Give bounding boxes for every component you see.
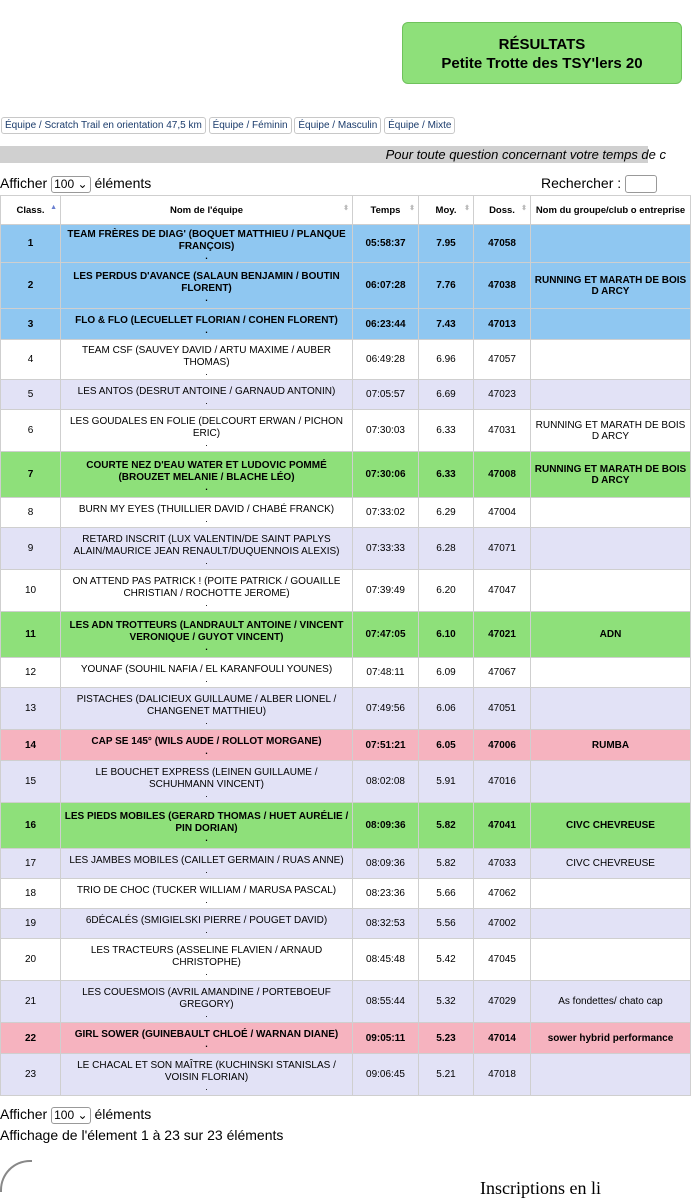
sort-icon: ⬍ bbox=[464, 205, 470, 212]
time-cell: 07:30:03 bbox=[353, 410, 419, 452]
club-cell: CIVC CHEVREUSE bbox=[531, 849, 691, 879]
col-club[interactable]: Nom du groupe/club o entreprise bbox=[531, 196, 691, 225]
search-input[interactable] bbox=[625, 175, 657, 193]
placeholder-dot: . bbox=[205, 894, 208, 905]
team-name-cell bbox=[61, 849, 353, 879]
team-name: LES ADN TROTTEURS (LANDRAULT ANTOINE / VINCENT VERONIQUE / GUYOT VINCENT) bbox=[69, 619, 344, 643]
placeholder-dot: . bbox=[205, 481, 208, 492]
rank-cell: 4 bbox=[1, 340, 61, 380]
time-cell: 06:07:28 bbox=[353, 263, 419, 309]
club-cell bbox=[531, 570, 691, 612]
time-cell: 08:55:44 bbox=[353, 981, 419, 1023]
table-row[interactable] bbox=[1, 658, 691, 688]
time-cell: 06:23:44 bbox=[353, 309, 419, 340]
team-name-cell bbox=[61, 1023, 353, 1054]
table-row[interactable] bbox=[1, 309, 691, 340]
notice-banner bbox=[0, 146, 666, 163]
team-name: BURN MY EYES (THUILLIER DAVID / CHABÉ FRANCK) bbox=[78, 503, 335, 515]
time-cell: 05:58:37 bbox=[353, 225, 419, 263]
team-name: LE BOUCHET EXPRESS (LEINEN GUILLAUME / SCHUHMANN VINCENT) bbox=[95, 766, 318, 790]
placeholder-dot: . bbox=[205, 555, 208, 566]
sort-icon: ⬍ bbox=[343, 205, 349, 212]
placeholder-dot: . bbox=[205, 1039, 208, 1049]
bib-cell: 47062 bbox=[474, 879, 531, 909]
average-cell: 6.05 bbox=[419, 730, 474, 761]
sort-icon: ⬍ bbox=[409, 205, 415, 212]
time-cell: 08:09:36 bbox=[353, 803, 419, 849]
show-label: Afficher bbox=[0, 1106, 48, 1122]
table-row[interactable] bbox=[1, 1054, 691, 1096]
bib-cell: 47008 bbox=[474, 452, 531, 498]
club-cell bbox=[531, 1054, 691, 1096]
average-cell: 5.66 bbox=[419, 879, 474, 909]
team-name-cell bbox=[61, 410, 353, 452]
club-cell: As fondettes/ chato cap bbox=[531, 981, 691, 1023]
team-name: LES GOUDALES EN FOLIE (DELCOURT ERWAN / PICHON ERIC) bbox=[69, 415, 344, 439]
rank-cell: 1 bbox=[1, 225, 61, 263]
time-cell: 07:33:33 bbox=[353, 528, 419, 570]
table-row[interactable] bbox=[1, 410, 691, 452]
club-cell bbox=[531, 528, 691, 570]
bib-cell: 47033 bbox=[474, 849, 531, 879]
average-cell: 7.76 bbox=[419, 263, 474, 309]
average-cell: 6.20 bbox=[419, 570, 474, 612]
time-cell: 07:48:11 bbox=[353, 658, 419, 688]
bib-cell: 47029 bbox=[474, 981, 531, 1023]
sort-icon: ⬍ bbox=[521, 205, 527, 212]
club-cell bbox=[531, 498, 691, 528]
team-name-cell bbox=[61, 612, 353, 658]
time-cell: 08:02:08 bbox=[353, 761, 419, 803]
bib-cell: 47006 bbox=[474, 730, 531, 761]
team-name-cell bbox=[61, 1054, 353, 1096]
average-cell: 6.33 bbox=[419, 410, 474, 452]
average-cell: 5.56 bbox=[419, 909, 474, 939]
team-name: LES JAMBES MOBILES (CAILLET GERMAIN / RUAS ANNE) bbox=[69, 854, 344, 866]
time-cell: 09:06:45 bbox=[353, 1054, 419, 1096]
average-cell: 6.96 bbox=[419, 340, 474, 380]
club-cell bbox=[531, 380, 691, 410]
category-tabs bbox=[1, 117, 455, 134]
team-name: CAP SE 145° (WILS AUDE / ROLLOT MORGANE) bbox=[91, 736, 322, 747]
search-control bbox=[541, 175, 657, 193]
time-cell: 07:47:05 bbox=[353, 612, 419, 658]
table-row[interactable] bbox=[1, 1023, 691, 1054]
table-row[interactable] bbox=[1, 939, 691, 981]
page-length-value: 100 bbox=[54, 177, 75, 191]
club-cell: RUNNING ET MARATH DE BOIS D ARCY bbox=[531, 452, 691, 498]
logo-fragment bbox=[0, 1160, 32, 1192]
table-row[interactable] bbox=[1, 803, 691, 849]
time-cell: 07:05:57 bbox=[353, 380, 419, 410]
time-cell: 07:39:49 bbox=[353, 570, 419, 612]
col-rank[interactable]: Class. ▲ bbox=[1, 196, 61, 225]
table-row[interactable] bbox=[1, 225, 691, 263]
rank-cell: 16 bbox=[1, 803, 61, 849]
average-cell: 5.82 bbox=[419, 849, 474, 879]
time-cell: 08:09:36 bbox=[353, 849, 419, 879]
placeholder-dot: . bbox=[205, 395, 208, 406]
placeholder-dot: . bbox=[205, 325, 208, 335]
team-name-cell bbox=[61, 452, 353, 498]
team-name: LES TRACTEURS (ASSELINE FLAVIEN / ARNAUD CHRISTOPHE) bbox=[90, 944, 323, 968]
table-row[interactable] bbox=[1, 570, 691, 612]
time-cell: 06:49:28 bbox=[353, 340, 419, 380]
placeholder-dot: . bbox=[205, 437, 208, 448]
table-row[interactable] bbox=[1, 981, 691, 1023]
team-name-cell bbox=[61, 761, 353, 803]
average-cell: 5.32 bbox=[419, 981, 474, 1023]
average-cell: 6.69 bbox=[419, 380, 474, 410]
placeholder-dot: . bbox=[205, 715, 208, 726]
average-cell: 5.82 bbox=[419, 803, 474, 849]
bib-cell: 47041 bbox=[474, 803, 531, 849]
rank-cell: 13 bbox=[1, 688, 61, 730]
table-row[interactable] bbox=[1, 498, 691, 528]
bib-cell: 47051 bbox=[474, 688, 531, 730]
chevron-down-icon: ⌄ bbox=[77, 1108, 88, 1122]
team-name: PISTACHES (DALICIEUX GUILLAUME / ALBER LIONEL / CHANGENET MATTHIEU) bbox=[76, 693, 337, 717]
team-name: YOUNAF (SOUHIL NAFIA / EL KARANFOULI YOUNES) bbox=[80, 663, 333, 675]
tab-masculin[interactable]: Équipe / Masculin bbox=[294, 117, 381, 134]
bib-cell: 47023 bbox=[474, 380, 531, 410]
team-name-cell bbox=[61, 879, 353, 909]
placeholder-dot: . bbox=[205, 673, 208, 684]
rank-cell: 21 bbox=[1, 981, 61, 1023]
team-name: LES ANTOS (DESRUT ANTOINE / GARNAUD ANTONIN) bbox=[77, 385, 336, 397]
rank-cell: 11 bbox=[1, 612, 61, 658]
team-name-cell bbox=[61, 658, 353, 688]
time-cell: 08:32:53 bbox=[353, 909, 419, 939]
club-cell: sower hybrid performance bbox=[531, 1023, 691, 1054]
average-cell: 5.42 bbox=[419, 939, 474, 981]
time-cell: 07:33:02 bbox=[353, 498, 419, 528]
team-name: RETARD INSCRIT (LUX VALENTIN/DE SAINT PAPLYS ALAIN/MAURICE JEAN RENAULT/DUQUENNOIS ALEXIS) bbox=[73, 533, 340, 557]
team-name: COURTE NEZ D'EAU WATER ET LUDOVIC POMMÉ (BROUZET MELANIE / BLACHE LÉO) bbox=[86, 459, 327, 483]
average-cell: 6.33 bbox=[419, 452, 474, 498]
col-time[interactable]: Temps ⬍ bbox=[353, 196, 419, 225]
bib-cell: 47031 bbox=[474, 410, 531, 452]
placeholder-dot: . bbox=[205, 366, 208, 377]
team-name: LES COUESMOIS (AVRIL AMANDINE / PORTEBOEUF GREGORY) bbox=[82, 986, 331, 1010]
page-length-value: 100 bbox=[54, 1108, 75, 1122]
team-name-cell bbox=[61, 570, 353, 612]
table-row[interactable] bbox=[1, 528, 691, 570]
rank-cell: 23 bbox=[1, 1054, 61, 1096]
club-cell bbox=[531, 909, 691, 939]
bib-cell: 47045 bbox=[474, 939, 531, 981]
placeholder-dot: . bbox=[205, 788, 208, 799]
rank-cell: 7 bbox=[1, 452, 61, 498]
banner-title: RÉSULTATS bbox=[498, 36, 586, 53]
chevron-down-icon: ⌄ bbox=[77, 177, 88, 191]
club-cell: CIVC CHEVREUSE bbox=[531, 803, 691, 849]
table-row[interactable] bbox=[1, 909, 691, 939]
rank-cell: 5 bbox=[1, 380, 61, 410]
rank-cell: 20 bbox=[1, 939, 61, 981]
placeholder-dot: . bbox=[205, 1081, 208, 1092]
time-cell: 07:51:21 bbox=[353, 730, 419, 761]
col-average[interactable]: Moy. ⬍ bbox=[419, 196, 474, 225]
team-name-cell bbox=[61, 981, 353, 1023]
rank-cell: 8 bbox=[1, 498, 61, 528]
page-length-select[interactable] bbox=[51, 176, 90, 193]
team-name: FLO & FLO (LECUELLET FLORIAN / COHEN FLORENT) bbox=[75, 315, 338, 326]
average-cell: 6.28 bbox=[419, 528, 474, 570]
team-name-cell bbox=[61, 263, 353, 309]
average-cell: 6.29 bbox=[419, 498, 474, 528]
bib-cell: 47038 bbox=[474, 263, 531, 309]
col-bib[interactable]: Doss. ⬍ bbox=[474, 196, 531, 225]
page-length-control bbox=[0, 175, 151, 193]
rank-cell: 3 bbox=[1, 309, 61, 340]
time-cell: 07:30:06 bbox=[353, 452, 419, 498]
team-name-cell bbox=[61, 909, 353, 939]
rank-cell: 18 bbox=[1, 879, 61, 909]
bib-cell: 47021 bbox=[474, 612, 531, 658]
team-name: LES PERDUS D'AVANCE (SALAUN BENJAMIN / BOUTIN FLORENT) bbox=[73, 270, 340, 294]
team-name: LE CHACAL ET SON MAÎTRE (KUCHINSKI STANISLAS / VOISIN FLORIAN) bbox=[77, 1059, 336, 1083]
average-cell: 7.95 bbox=[419, 225, 474, 263]
table-info: Affichage de l'élement 1 à 23 sur 23 éléments bbox=[0, 1127, 284, 1143]
team-name: TEAM CSF (SAUVEY DAVID / ARTU MAXIME / AUBER THOMAS) bbox=[82, 344, 331, 368]
bib-cell: 47067 bbox=[474, 658, 531, 688]
tab-scratch[interactable]: Équipe / Scratch Trail en orientation 47,5 km bbox=[1, 117, 206, 134]
tab-feminin[interactable]: Équipe / Féminin bbox=[209, 117, 292, 134]
average-cell: 5.23 bbox=[419, 1023, 474, 1054]
table-row[interactable] bbox=[1, 761, 691, 803]
team-name-cell bbox=[61, 803, 353, 849]
table-row[interactable] bbox=[1, 612, 691, 658]
results-table bbox=[0, 195, 691, 1096]
show-label: Afficher bbox=[0, 175, 48, 191]
team-name-cell bbox=[61, 939, 353, 981]
show-suffix: éléments bbox=[94, 175, 152, 191]
team-name-cell bbox=[61, 528, 353, 570]
rank-cell: 14 bbox=[1, 730, 61, 761]
time-cell: 08:23:36 bbox=[353, 879, 419, 909]
placeholder-dot: . bbox=[205, 832, 208, 843]
club-cell: RUNNING ET MARATH DE BOIS D ARCY bbox=[531, 263, 691, 309]
average-cell: 6.09 bbox=[419, 658, 474, 688]
team-name-cell bbox=[61, 340, 353, 380]
average-cell: 7.43 bbox=[419, 309, 474, 340]
placeholder-dot: . bbox=[205, 641, 208, 652]
page-length-control-bottom bbox=[0, 1106, 151, 1124]
team-name-cell bbox=[61, 498, 353, 528]
results-banner[interactable] bbox=[402, 22, 682, 84]
team-name: TRIO DE CHOC (TUCKER WILLIAM / MARUSA PASCAL) bbox=[76, 884, 337, 896]
rank-cell: 19 bbox=[1, 909, 61, 939]
team-name-cell bbox=[61, 730, 353, 761]
table-row[interactable] bbox=[1, 688, 691, 730]
club-cell: RUNNING ET MARATH DE BOIS D ARCY bbox=[531, 410, 691, 452]
bib-cell: 47013 bbox=[474, 309, 531, 340]
bib-cell: 47018 bbox=[474, 1054, 531, 1096]
average-cell: 5.21 bbox=[419, 1054, 474, 1096]
time-cell: 08:45:48 bbox=[353, 939, 419, 981]
rank-cell: 2 bbox=[1, 263, 61, 309]
club-cell: ADN bbox=[531, 612, 691, 658]
table-header bbox=[1, 196, 691, 225]
team-name: TEAM FRÈRES DE DIAG' (BOQUET MATTHIEU / PLANQUE FRANÇOIS) bbox=[67, 228, 346, 252]
rank-cell: 9 bbox=[1, 528, 61, 570]
placeholder-dot: . bbox=[205, 513, 208, 524]
club-cell bbox=[531, 761, 691, 803]
table-row[interactable] bbox=[1, 380, 691, 410]
tab-mixte[interactable]: Équipe / Mixte bbox=[384, 117, 455, 134]
table-row[interactable] bbox=[1, 730, 691, 761]
registration-heading: Inscriptions en li bbox=[480, 1178, 601, 1198]
rank-cell: 10 bbox=[1, 570, 61, 612]
placeholder-dot: . bbox=[205, 292, 208, 303]
team-name: GIRL SOWER (GUINEBAULT CHLOÉ / WARNAN DIANE) bbox=[74, 1029, 339, 1040]
team-name: LES PIEDS MOBILES (GERARD THOMAS / HUET AURÉLIE / PIN DORIAN) bbox=[64, 810, 349, 834]
table-row[interactable] bbox=[1, 849, 691, 879]
placeholder-dot: . bbox=[205, 250, 208, 261]
team-name: ON ATTEND PAS PATRICK ! (POITE PATRICK / GOUAILLE CHRISTIAN / ROCHOTTE JEROME) bbox=[72, 575, 341, 599]
team-name-cell bbox=[61, 309, 353, 340]
average-cell: 6.10 bbox=[419, 612, 474, 658]
page-length-select-bottom[interactable] bbox=[51, 1107, 90, 1124]
placeholder-dot: . bbox=[205, 1008, 208, 1019]
bib-cell: 47058 bbox=[474, 225, 531, 263]
banner-event-name: Petite Trotte des TSY'lers 20 bbox=[441, 55, 643, 72]
col-team-name[interactable]: Nom de l'équipe ⬍ bbox=[61, 196, 353, 225]
rank-cell: 22 bbox=[1, 1023, 61, 1054]
placeholder-dot: . bbox=[205, 746, 208, 756]
team-name-cell bbox=[61, 225, 353, 263]
club-cell: RUMBA bbox=[531, 730, 691, 761]
bib-cell: 47004 bbox=[474, 498, 531, 528]
rank-cell: 17 bbox=[1, 849, 61, 879]
placeholder-dot: . bbox=[205, 924, 208, 935]
rank-cell: 6 bbox=[1, 410, 61, 452]
placeholder-dot: . bbox=[205, 864, 208, 875]
club-cell bbox=[531, 688, 691, 730]
table-row[interactable] bbox=[1, 340, 691, 380]
club-cell bbox=[531, 658, 691, 688]
club-cell bbox=[531, 879, 691, 909]
table-row[interactable] bbox=[1, 263, 691, 309]
placeholder-dot: . bbox=[205, 966, 208, 977]
show-suffix: éléments bbox=[94, 1106, 152, 1122]
time-cell: 07:49:56 bbox=[353, 688, 419, 730]
club-cell bbox=[531, 939, 691, 981]
bib-cell: 47047 bbox=[474, 570, 531, 612]
team-name: 6DÉCALÉS (SMIGIELSKI PIERRE / POUGET DAVID) bbox=[85, 914, 328, 926]
bib-cell: 47057 bbox=[474, 340, 531, 380]
bib-cell: 47016 bbox=[474, 761, 531, 803]
table-row[interactable] bbox=[1, 452, 691, 498]
time-cell: 09:05:11 bbox=[353, 1023, 419, 1054]
table-row[interactable] bbox=[1, 879, 691, 909]
notice-text: Pour toute question concernant votre temps de c bbox=[385, 147, 666, 162]
sort-asc-icon: ▲ bbox=[50, 204, 57, 211]
placeholder-dot: . bbox=[205, 597, 208, 608]
bib-cell: 47014 bbox=[474, 1023, 531, 1054]
rank-cell: 15 bbox=[1, 761, 61, 803]
bib-cell: 47071 bbox=[474, 528, 531, 570]
club-cell bbox=[531, 225, 691, 263]
rank-cell: 12 bbox=[1, 658, 61, 688]
club-cell bbox=[531, 340, 691, 380]
average-cell: 6.06 bbox=[419, 688, 474, 730]
team-name-cell bbox=[61, 380, 353, 410]
team-name-cell bbox=[61, 688, 353, 730]
search-label: Rechercher : bbox=[541, 175, 622, 191]
club-cell bbox=[531, 309, 691, 340]
bib-cell: 47002 bbox=[474, 909, 531, 939]
average-cell: 5.91 bbox=[419, 761, 474, 803]
